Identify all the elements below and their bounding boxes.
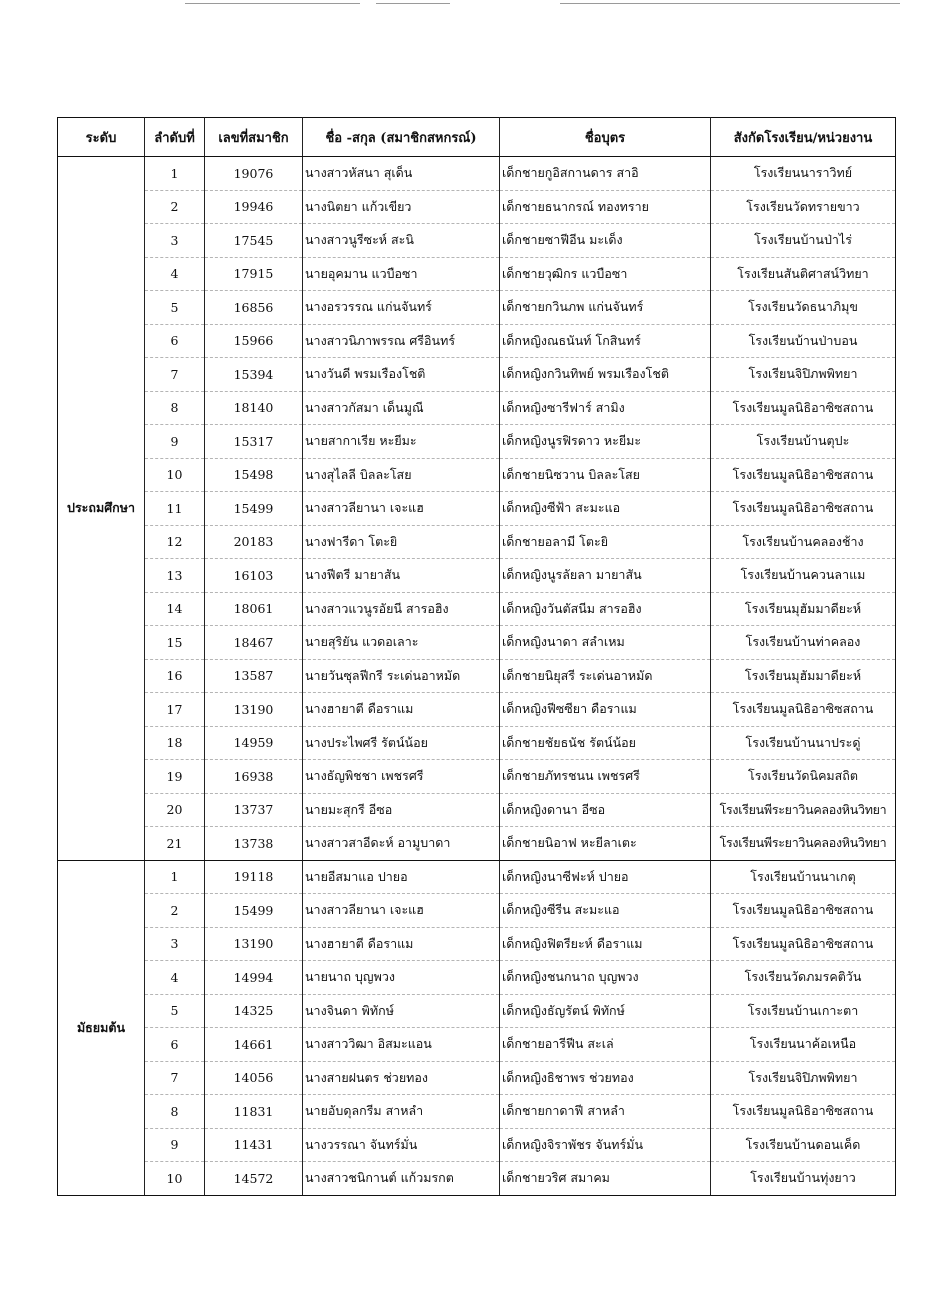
scan-edge-line-left bbox=[185, 3, 360, 4]
table-header-row bbox=[58, 118, 896, 157]
school-cell: โรงเรียนวัดนิคมสถิต bbox=[711, 760, 896, 794]
seq-cell: 5 bbox=[145, 994, 205, 1028]
child-name-cell: เด็กหญิงดานา อีซอ bbox=[500, 793, 711, 827]
member-name-cell: นางฟารีดา โตะยิ bbox=[303, 525, 500, 559]
member-no-cell: 14994 bbox=[205, 961, 303, 995]
member-no-cell: 15499 bbox=[205, 492, 303, 526]
member-children-table bbox=[57, 117, 896, 1196]
school-cell: โรงเรียนจิปิภพพิทยา bbox=[711, 1061, 896, 1095]
header-school: สังกัดโรงเรียน/หน่วยงาน bbox=[711, 118, 896, 157]
child-name-cell: เด็กหญิงนาดา สลำเหม bbox=[500, 626, 711, 660]
member-name-cell: นางวรรณา จันทร์มั่น bbox=[303, 1128, 500, 1162]
member-no-cell: 16938 bbox=[205, 760, 303, 794]
child-name-cell: เด็กชายธนากรณ์ ทองทราย bbox=[500, 190, 711, 224]
member-name-cell: นางสาวแวนูรอัยนี สารอฮิง bbox=[303, 592, 500, 626]
school-cell: โรงเรียนบ้านตุปะ bbox=[711, 425, 896, 459]
table-row bbox=[58, 1128, 896, 1162]
scan-edge-line-mid bbox=[376, 3, 450, 4]
child-name-cell: เด็กชายอลามี โตะยิ bbox=[500, 525, 711, 559]
child-name-cell: เด็กหญิงนาซีฟะห์ ปายอ bbox=[500, 860, 711, 894]
seq-cell: 16 bbox=[145, 659, 205, 693]
member-no-cell: 15394 bbox=[205, 358, 303, 392]
child-name-cell: เด็กหญิงซีฟ้า สะมะแอ bbox=[500, 492, 711, 526]
seq-cell: 21 bbox=[145, 827, 205, 861]
member-name-cell: นางสายฝนตร ช่วยทอง bbox=[303, 1061, 500, 1095]
child-name-cell: เด็กหญิงฟิตรียะห์ ดือราแม bbox=[500, 927, 711, 961]
header-member-no: เลขที่สมาชิก bbox=[205, 118, 303, 157]
school-cell: โรงเรียนบ้านท่าคลอง bbox=[711, 626, 896, 660]
child-name-cell: เด็กหญิงนูรฟิรดาว หะยีมะ bbox=[500, 425, 711, 459]
member-no-cell: 19076 bbox=[205, 157, 303, 191]
member-name-cell: นางสาวนิภาพรรณ ศรีอินทร์ bbox=[303, 324, 500, 358]
member-name-cell: นางวันดี พรมเรืองโชติ bbox=[303, 358, 500, 392]
seq-cell: 8 bbox=[145, 391, 205, 425]
member-name-cell: นางสาวหัสนา สุเด็น bbox=[303, 157, 500, 191]
member-no-cell: 14325 bbox=[205, 994, 303, 1028]
member-name-cell: นางฮายาตี ดือราแม bbox=[303, 693, 500, 727]
member-name-cell: นางจินดา พิทักษ์ bbox=[303, 994, 500, 1028]
table-row bbox=[58, 224, 896, 258]
school-cell: โรงเรียนมูลนิธิอาซิซสถาน bbox=[711, 894, 896, 928]
child-name-cell: เด็กหญิงซารีฟาร์ สามิง bbox=[500, 391, 711, 425]
table-row bbox=[58, 994, 896, 1028]
child-name-cell: เด็กชายนิยุสรี ระเด่นอาหมัด bbox=[500, 659, 711, 693]
table-row bbox=[58, 793, 896, 827]
school-cell: โรงเรียนมูลนิธิอาซิซสถาน bbox=[711, 492, 896, 526]
school-cell: โรงเรียนพีระยาวินคลองหินวิทยา bbox=[711, 793, 896, 827]
member-no-cell: 13737 bbox=[205, 793, 303, 827]
child-name-cell: เด็กหญิงธัญรัตน์ พิทักษ์ bbox=[500, 994, 711, 1028]
member-no-cell: 13190 bbox=[205, 927, 303, 961]
member-no-cell: 15498 bbox=[205, 458, 303, 492]
child-name-cell: เด็กหญิงวันตัสนีม สารอฮิง bbox=[500, 592, 711, 626]
member-name-cell: นายนาถ บุญพวง bbox=[303, 961, 500, 995]
member-no-cell: 13587 bbox=[205, 659, 303, 693]
member-name-cell: นายสากาเรีย หะยีมะ bbox=[303, 425, 500, 459]
school-cell: โรงเรียนวัดทรายขาว bbox=[711, 190, 896, 224]
table-row bbox=[58, 927, 896, 961]
child-name-cell: เด็กหญิงชนกนาถ บุญพวง bbox=[500, 961, 711, 995]
member-name-cell: นายอับดุลกรีม สาหลำ bbox=[303, 1095, 500, 1129]
table-row bbox=[58, 559, 896, 593]
child-name-cell: เด็กชายอารีฟีน สะเล่ bbox=[500, 1028, 711, 1062]
seq-cell: 5 bbox=[145, 291, 205, 325]
member-no-cell: 14661 bbox=[205, 1028, 303, 1062]
table-row bbox=[58, 726, 896, 760]
child-name-cell: เด็กชายนิซวาน บิลละโสย bbox=[500, 458, 711, 492]
header-level: ระดับ bbox=[58, 118, 145, 157]
member-name-cell: นายวันซุลฟีกรี ระเด่นอาหมัด bbox=[303, 659, 500, 693]
member-no-cell: 19946 bbox=[205, 190, 303, 224]
school-cell: โรงเรียนบ้านควนลาแม bbox=[711, 559, 896, 593]
child-name-cell: เด็กหญิงจิราพัชร จันทร์มั่น bbox=[500, 1128, 711, 1162]
level-cell: ประถมศึกษา bbox=[58, 157, 145, 861]
child-name-cell: เด็กชายภัทรชนน เพชรศรี bbox=[500, 760, 711, 794]
seq-cell: 19 bbox=[145, 760, 205, 794]
table-row bbox=[58, 961, 896, 995]
member-no-cell: 13190 bbox=[205, 693, 303, 727]
member-no-cell: 15317 bbox=[205, 425, 303, 459]
table-row bbox=[58, 592, 896, 626]
table-row bbox=[58, 1162, 896, 1196]
seq-cell: 7 bbox=[145, 1061, 205, 1095]
child-name-cell: เด็กชายกวินภพ แก่นจันทร์ bbox=[500, 291, 711, 325]
table-row bbox=[58, 324, 896, 358]
member-no-cell: 16856 bbox=[205, 291, 303, 325]
child-name-cell: เด็กหญิงนูรลัยลา มายาสัน bbox=[500, 559, 711, 593]
table-row bbox=[58, 492, 896, 526]
seq-cell: 9 bbox=[145, 425, 205, 459]
seq-cell: 20 bbox=[145, 793, 205, 827]
member-name-cell: นางฮายาตี ดือราแม bbox=[303, 927, 500, 961]
table-row bbox=[58, 291, 896, 325]
seq-cell: 10 bbox=[145, 1162, 205, 1196]
member-name-cell: นายสุริยัน แวดอเลาะ bbox=[303, 626, 500, 660]
member-no-cell: 11831 bbox=[205, 1095, 303, 1129]
child-name-cell: เด็กหญิงกวินทิพย์ พรมเรืองโชติ bbox=[500, 358, 711, 392]
school-cell: โรงเรียนมูลนิธิอาซิซสถาน bbox=[711, 693, 896, 727]
member-name-cell: นายมะสุกรี อีซอ bbox=[303, 793, 500, 827]
school-cell: โรงเรียนนาค้อเหนือ bbox=[711, 1028, 896, 1062]
table-row bbox=[58, 1028, 896, 1062]
seq-cell: 6 bbox=[145, 324, 205, 358]
member-no-cell: 14959 bbox=[205, 726, 303, 760]
member-name-cell: นางสาวลียานา เจะแฮ bbox=[303, 894, 500, 928]
member-name-cell: นางธัญพิชชา เพชรศรี bbox=[303, 760, 500, 794]
school-cell: โรงเรียนมูลนิธิอาซิซสถาน bbox=[711, 927, 896, 961]
child-name-cell: เด็กชายชัยธนัช รัตน์น้อย bbox=[500, 726, 711, 760]
school-cell: โรงเรียนมูลนิธิอาซิซสถาน bbox=[711, 391, 896, 425]
header-seq: ลำดับที่ bbox=[145, 118, 205, 157]
member-no-cell: 15966 bbox=[205, 324, 303, 358]
member-name-cell: นางประไพศรี รัตน์น้อย bbox=[303, 726, 500, 760]
school-cell: โรงเรียนบ้านทุ่งยาว bbox=[711, 1162, 896, 1196]
member-no-cell: 18061 bbox=[205, 592, 303, 626]
seq-cell: 2 bbox=[145, 894, 205, 928]
school-cell: โรงเรียนมุฮัมมาดียะห์ bbox=[711, 659, 896, 693]
school-cell: โรงเรียนพีระยาวินคลองหินวิทยา bbox=[711, 827, 896, 861]
child-name-cell: เด็กชายกาดาฟี สาหลำ bbox=[500, 1095, 711, 1129]
table-row bbox=[58, 760, 896, 794]
seq-cell: 11 bbox=[145, 492, 205, 526]
seq-cell: 14 bbox=[145, 592, 205, 626]
child-name-cell: เด็กชายซาฟีอีน มะเด็ง bbox=[500, 224, 711, 258]
child-name-cell: เด็กชายกูอิสกานดาร สาอิ bbox=[500, 157, 711, 191]
member-name-cell: นางสาวนูรีซะห์ สะนิ bbox=[303, 224, 500, 258]
member-no-cell: 17915 bbox=[205, 257, 303, 291]
school-cell: โรงเรียนบ้านดอนเค็ด bbox=[711, 1128, 896, 1162]
seq-cell: 13 bbox=[145, 559, 205, 593]
member-no-cell: 14056 bbox=[205, 1061, 303, 1095]
member-name-cell: นางอรวรรณ แก่นจันทร์ bbox=[303, 291, 500, 325]
member-name-cell: นางฟีตรี มายาสัน bbox=[303, 559, 500, 593]
member-name-cell: นางสาวชนิกานต์ แก้วมรกต bbox=[303, 1162, 500, 1196]
member-name-cell: นางสุไลลี บิลละโสย bbox=[303, 458, 500, 492]
table-row bbox=[58, 1095, 896, 1129]
school-cell: โรงเรียนบ้านเกาะตา bbox=[711, 994, 896, 1028]
school-cell: โรงเรียนสันติศาสน์วิทยา bbox=[711, 257, 896, 291]
seq-cell: 8 bbox=[145, 1095, 205, 1129]
member-name-cell: นายอีสมาแอ ปายอ bbox=[303, 860, 500, 894]
member-no-cell: 13738 bbox=[205, 827, 303, 861]
child-name-cell: เด็กชายวริศ สมาคม bbox=[500, 1162, 711, 1196]
seq-cell: 6 bbox=[145, 1028, 205, 1062]
seq-cell: 18 bbox=[145, 726, 205, 760]
member-no-cell: 14572 bbox=[205, 1162, 303, 1196]
member-no-cell: 16103 bbox=[205, 559, 303, 593]
seq-cell: 15 bbox=[145, 626, 205, 660]
member-no-cell: 18140 bbox=[205, 391, 303, 425]
seq-cell: 2 bbox=[145, 190, 205, 224]
child-name-cell: เด็กหญิงณธนันท์ โกสินทร์ bbox=[500, 324, 711, 358]
table-row bbox=[58, 827, 896, 861]
seq-cell: 17 bbox=[145, 693, 205, 727]
school-cell: โรงเรียนบ้านนาเกตุ bbox=[711, 860, 896, 894]
member-no-cell: 11431 bbox=[205, 1128, 303, 1162]
member-no-cell: 18467 bbox=[205, 626, 303, 660]
table-row bbox=[58, 458, 896, 492]
child-name-cell: เด็กชายวุฒิกร แวบือซา bbox=[500, 257, 711, 291]
school-cell: โรงเรียนมูลนิธิอาซิซสถาน bbox=[711, 458, 896, 492]
school-cell: โรงเรียนบ้านป่าบอน bbox=[711, 324, 896, 358]
table-row bbox=[58, 525, 896, 559]
table-row bbox=[58, 190, 896, 224]
school-cell: โรงเรียนจิปิภพพิทยา bbox=[711, 358, 896, 392]
table-row bbox=[58, 358, 896, 392]
seq-cell: 3 bbox=[145, 224, 205, 258]
seq-cell: 12 bbox=[145, 525, 205, 559]
seq-cell: 4 bbox=[145, 257, 205, 291]
seq-cell: 9 bbox=[145, 1128, 205, 1162]
seq-cell: 4 bbox=[145, 961, 205, 995]
table-row bbox=[58, 626, 896, 660]
child-name-cell: เด็กชายนิอาฟ หะยีลาเตะ bbox=[500, 827, 711, 861]
school-cell: โรงเรียนนาราวิทย์ bbox=[711, 157, 896, 191]
table-row bbox=[58, 1061, 896, 1095]
child-name-cell: เด็กหญิงธิชาพร ช่วยทอง bbox=[500, 1061, 711, 1095]
school-cell: โรงเรียนมุฮัมมาดียะห์ bbox=[711, 592, 896, 626]
school-cell: โรงเรียนมูลนิธิอาซิซสถาน bbox=[711, 1095, 896, 1129]
scan-edge-line-right bbox=[560, 3, 900, 4]
member-no-cell: 19118 bbox=[205, 860, 303, 894]
member-name-cell: นางสาวลียานา เจะแฮ bbox=[303, 492, 500, 526]
member-name-cell: นางนิตยา แก้วเขียว bbox=[303, 190, 500, 224]
school-cell: โรงเรียนบ้านนาประดู่ bbox=[711, 726, 896, 760]
seq-cell: 1 bbox=[145, 157, 205, 191]
member-no-cell: 20183 bbox=[205, 525, 303, 559]
school-cell: โรงเรียนวัดภมรคติวัน bbox=[711, 961, 896, 995]
header-child-name: ชื่อบุตร bbox=[500, 118, 711, 157]
school-cell: โรงเรียนบ้านป่าไร่ bbox=[711, 224, 896, 258]
member-name-cell: นายอุคมาน แวบือซา bbox=[303, 257, 500, 291]
seq-cell: 3 bbox=[145, 927, 205, 961]
child-name-cell: เด็กหญิงฟีซซียา ดือราแม bbox=[500, 693, 711, 727]
table-row bbox=[58, 391, 896, 425]
seq-cell: 1 bbox=[145, 860, 205, 894]
seq-cell: 10 bbox=[145, 458, 205, 492]
member-no-cell: 17545 bbox=[205, 224, 303, 258]
table-row bbox=[58, 693, 896, 727]
member-no-cell: 15499 bbox=[205, 894, 303, 928]
table-row bbox=[58, 157, 896, 191]
table-body bbox=[58, 157, 896, 1196]
table-row bbox=[58, 425, 896, 459]
table-row bbox=[58, 894, 896, 928]
seq-cell: 7 bbox=[145, 358, 205, 392]
member-name-cell: นางสาวกัสมา เด็นมูณี bbox=[303, 391, 500, 425]
member-name-cell: นางสาววิฒา อิสมะแอน bbox=[303, 1028, 500, 1062]
table-row bbox=[58, 860, 896, 894]
member-name-cell: นางสาวสาอีดะห์ อามูบาดา bbox=[303, 827, 500, 861]
school-cell: โรงเรียนวัดธนาภิมุข bbox=[711, 291, 896, 325]
table-row bbox=[58, 659, 896, 693]
child-name-cell: เด็กหญิงซีรีน สะมะแอ bbox=[500, 894, 711, 928]
school-cell: โรงเรียนบ้านคลองช้าง bbox=[711, 525, 896, 559]
level-cell: มัธยมต้น bbox=[58, 860, 145, 1195]
header-member-name: ชื่อ -สกุล (สมาชิกสหกรณ์) bbox=[303, 118, 500, 157]
table-row bbox=[58, 257, 896, 291]
